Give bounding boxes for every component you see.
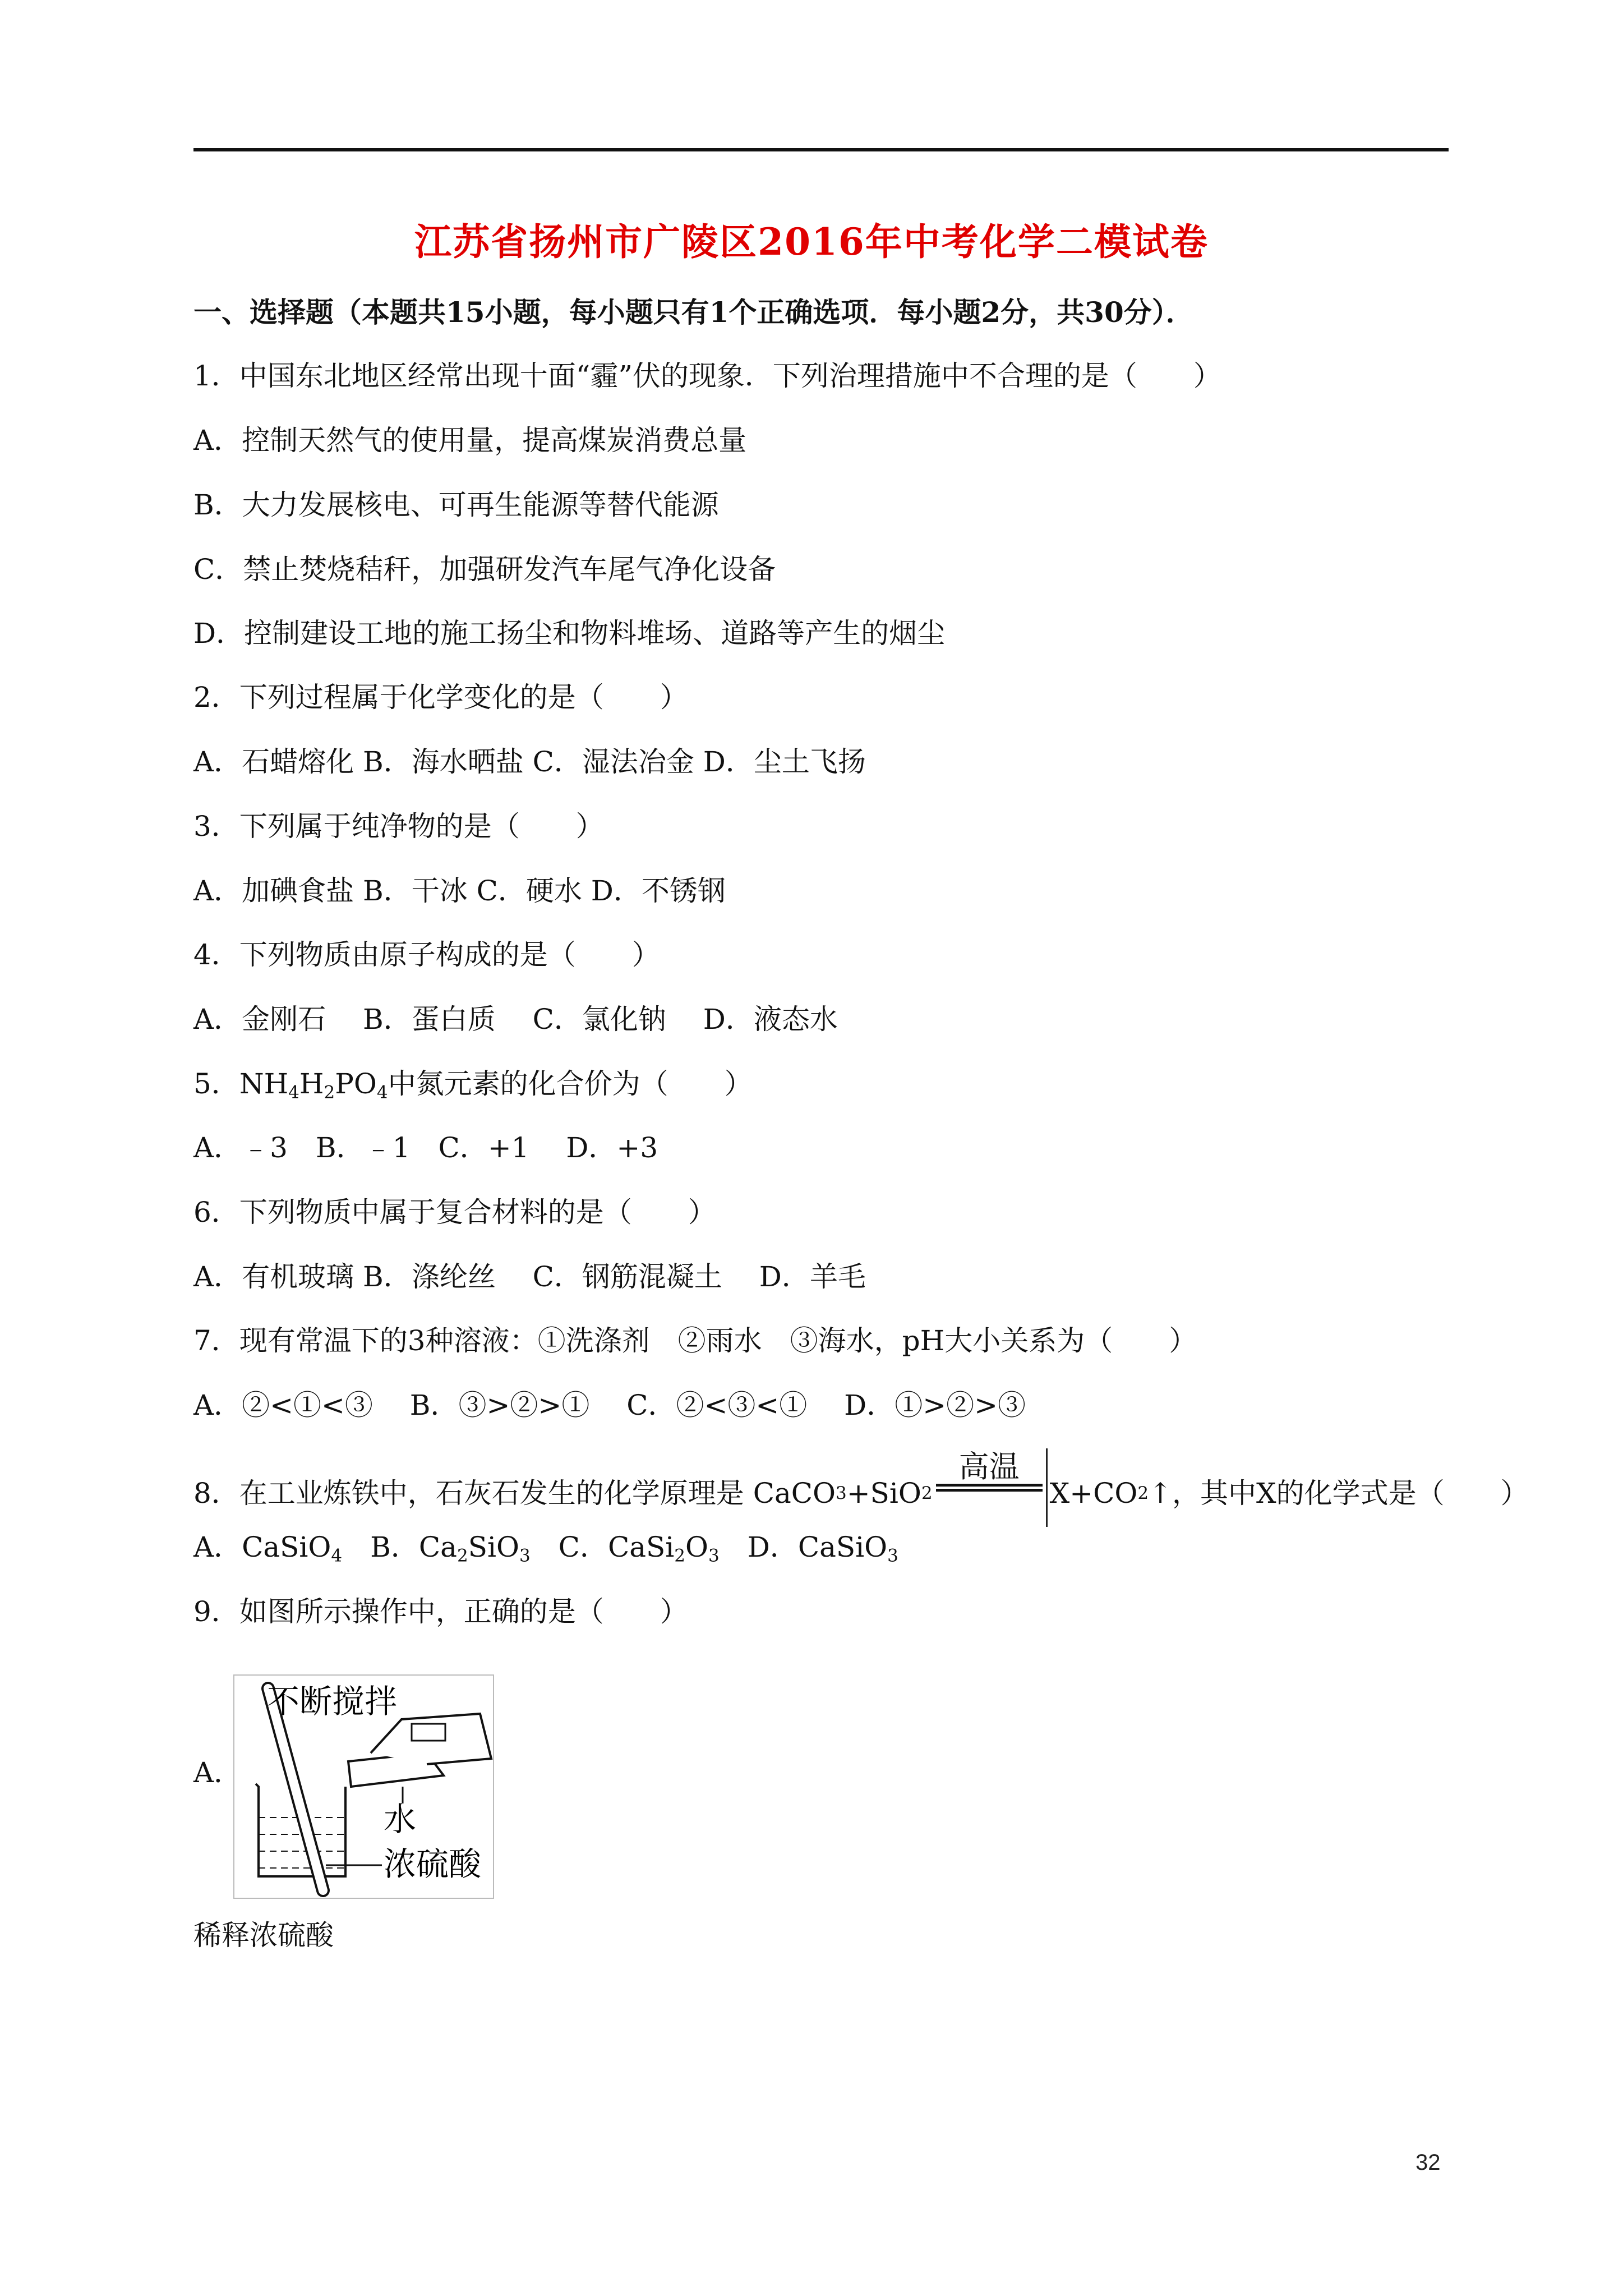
question-9-stem: 9．如图所示操作中，正确的是（ ）: [193, 1595, 688, 1628]
header-rule: [193, 148, 1449, 151]
question-7-options: A．②<①<③ B．③>②>① C．②<③<① D．①>②>③: [193, 1389, 1026, 1421]
question-2-stem: 2．下列过程属于化学变化的是（ ）: [193, 681, 688, 714]
question-1-option-b: B．大力发展核电、可再生能源等替代能源: [193, 489, 719, 521]
figure-drawing: [233, 1674, 494, 1899]
question-1-stem: 1．中国东北地区经常出现十面“霾”伏的现象．下列治理措施中不合理的是（ ）: [193, 360, 1221, 392]
dilute-acid-figure: [233, 1674, 494, 1899]
question-7-stem: 7．现有常温下的3种溶液：①洗涤剂 ②雨水 ③海水，pH大小关系为（ ）: [193, 1324, 1197, 1357]
section-heading: 一、选择题（本题共15小题，每小题只有1个正确选项．每小题2分，共30分）．: [193, 296, 1194, 329]
question-5-stem: 5．$NH_4H_2PO_4$中氮元素的化合价为（ ）: [193, 1068, 753, 1103]
vertical-bar: [1046, 1448, 1048, 1527]
figure-caption: 稀释浓硫酸: [193, 1919, 334, 1952]
question-6-stem: 6．下列物质中属于复合材料的是（ ）: [193, 1196, 716, 1228]
question-9-option-a-label: A．: [193, 1756, 242, 1789]
page-number: 32: [1415, 2150, 1441, 2175]
question-6-options: A．有机玻璃 B．涤纶丝 C．钢筋混凝土 D．羊毛: [193, 1260, 866, 1293]
question-4-options: A．金刚石 B．蛋白质 C．氯化钠 D．液态水: [193, 1003, 838, 1036]
question-1-option-a: A．控制天然气的使用量，提高煤炭消费总量: [193, 424, 747, 457]
question-8-stem: 8．在工业炼铁中，石灰石发生的化学原理是 CaCO 3 +SiO 2 高温 X+CO 2 ↑，其中X的化学式是（ ）: [193, 1454, 1529, 1533]
question-1-option-c: C．禁止焚烧秸秆，加强研发汽车尾气净化设备: [193, 553, 776, 586]
reaction-condition: 高温: [936, 1450, 1043, 1492]
question-5-options: A．﹣3 B．﹣1 C．+1 D．+3: [193, 1131, 658, 1164]
figure-label-stir: 不断搅拌: [267, 1682, 398, 1720]
page-title: 江苏省扬州市广陵区2016年中考化学二模试卷: [414, 220, 1209, 264]
figure-label-water: 水: [384, 1800, 417, 1838]
equals-sign: [936, 1484, 1043, 1492]
question-2-options: A．石蜡熔化 B．海水晒盐 C．湿法冶金 D．尘土飞扬: [193, 746, 866, 778]
question-1-option-d: D．控制建设工地的施工扬尘和物料堆场、道路等产生的烟尘: [193, 617, 946, 650]
question-4-stem: 4．下列物质由原子构成的是（ ）: [193, 938, 660, 971]
figure-label-acid: 浓硫酸: [384, 1845, 482, 1883]
question-3-stem: 3．下列属于纯净物的是（ ）: [193, 810, 604, 843]
question-3-options: A．加碘食盐 B．干冰 C．硬水 D．不锈钢: [193, 875, 726, 907]
question-8-options: A．CaSiO$_4$ B．$Ca_2SiO_3$ C．$CaSi_2O_3$ D．CaSiO$_3$: [193, 1531, 898, 1566]
